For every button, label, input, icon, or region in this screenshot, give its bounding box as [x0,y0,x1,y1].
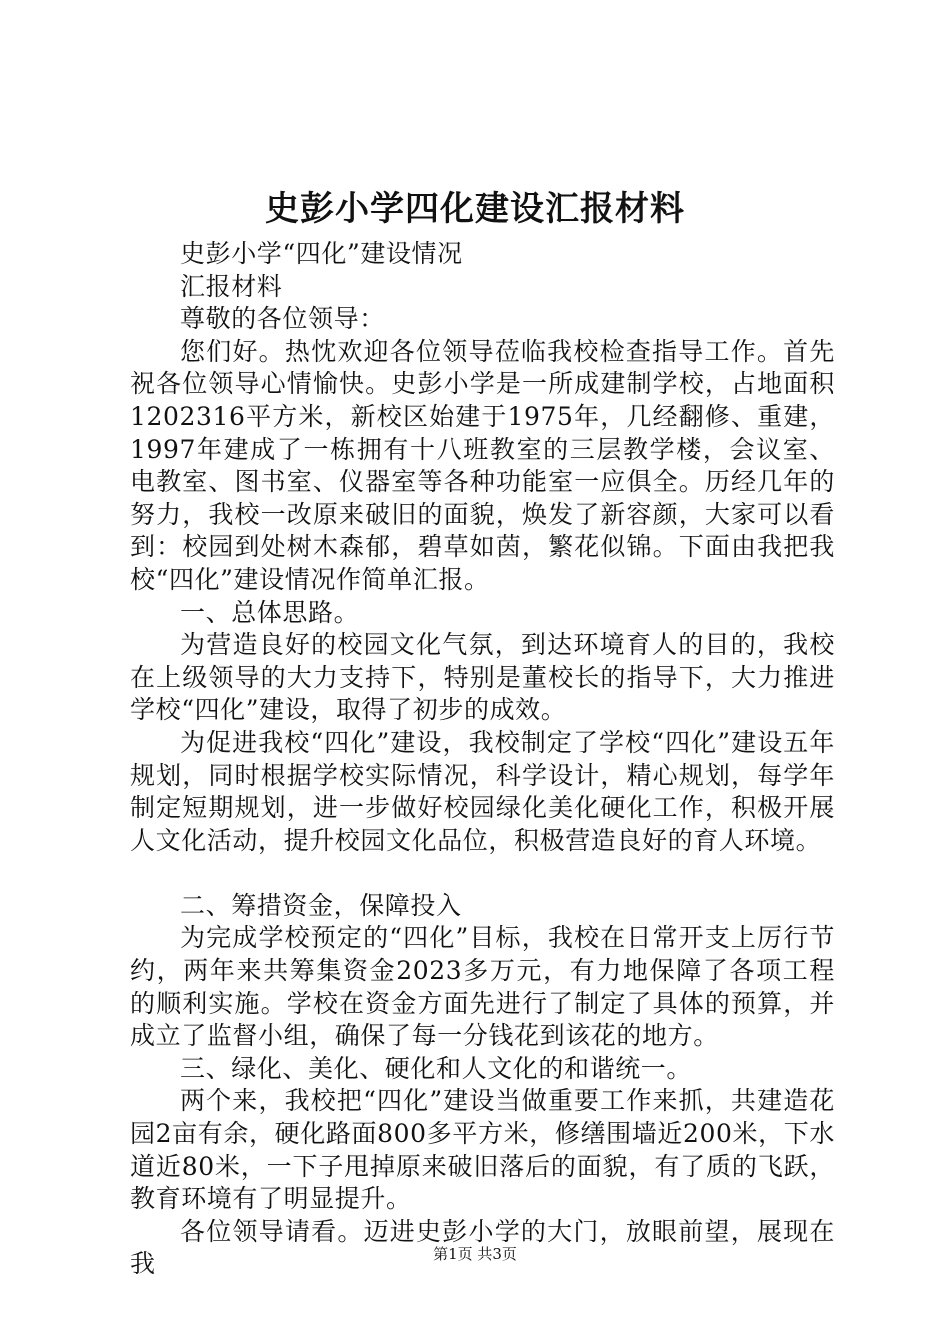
document-body [130,238,835,1281]
paragraph-section-1b: 为促进我校“四化”建设，我校制定了学校“四化”建设五年规划，同时根据学校实际情况，科学设计，精心规划，每学年制定短期规划，进一步做好校园绿化美化硬化工作，积极开展人文化活动，提升校园文化品位，积极营造良好的育人环境。 [130,727,835,855]
section-heading-1: 一、总体思路。 [180,597,360,627]
paragraph-section-1a: 为营造良好的校园文化气氛，到达环境育人的目的，我校在上级领导的大力支持下，特别是董校长的指导下，大力推进学校“四化”建设，取得了初步的成效。 [130,630,835,725]
paragraph-salutation: 尊敬的各位领导： [180,304,385,334]
paragraph-spacer [130,857,835,890]
section-heading-3: 三、绿化、美化、硬化和人文化的和谐统一。 [180,1053,693,1083]
paragraph-continuation: 各位领导请看。迈进史彭小学的大门，放眼前望，展现在我 [130,1216,835,1279]
paragraph-section-2: 为完成学校预定的“四化”目标，我校在日常开支上厉行节约，两年来共筹集资金2023多万元，有力地保障了各项工程的顺利实施。学校在资金方面先进行了制定了具体的预算，并成立了监督小组，确保了每一分钱花到该花的地方。 [130,923,835,1051]
paragraph-introduction: 您们好。热忱欢迎各位领导莅临我校检查指导工作。首先祝各位领导心情愉快。史彭小学是一所成建制学校，占地面积1202316平方米，新校区始建于1975年，几经翻修、重建，1997年建成了一栋拥有十八班教室的三层教学楼，会议室、电教室、图书室、仪器室等各种功能室一应俱全。历经几年的努力，我校一改原来破旧的面貌，焕发了新容颜，大家可以看到：校园到处树木森郁，碧草如茵，繁花似锦。下面由我把我校“四化”建设情况作简单汇报。 [130,336,835,594]
document-title: 史彭小学四化建设汇报材料 [265,189,685,229]
page-footer: 第1页 共3页 [433,1245,517,1263]
paragraph-subtitle-1: 史彭小学“四化”建设情况 [180,239,463,268]
section-heading-2: 二、筹措资金，保障投入 [180,890,462,920]
paragraph-subtitle-2: 汇报材料 [180,271,283,301]
paragraph-section-3: 两个来，我校把“四化”建设当做重要工作来抓，共建造花园2亩有余，硬化路面800多平方米，修缮围墙近200米，下水道近80米，一下子甩掉原来破旧落后的面貌，有了质的飞跃，教育环境有了明显提升。 [130,1086,835,1214]
